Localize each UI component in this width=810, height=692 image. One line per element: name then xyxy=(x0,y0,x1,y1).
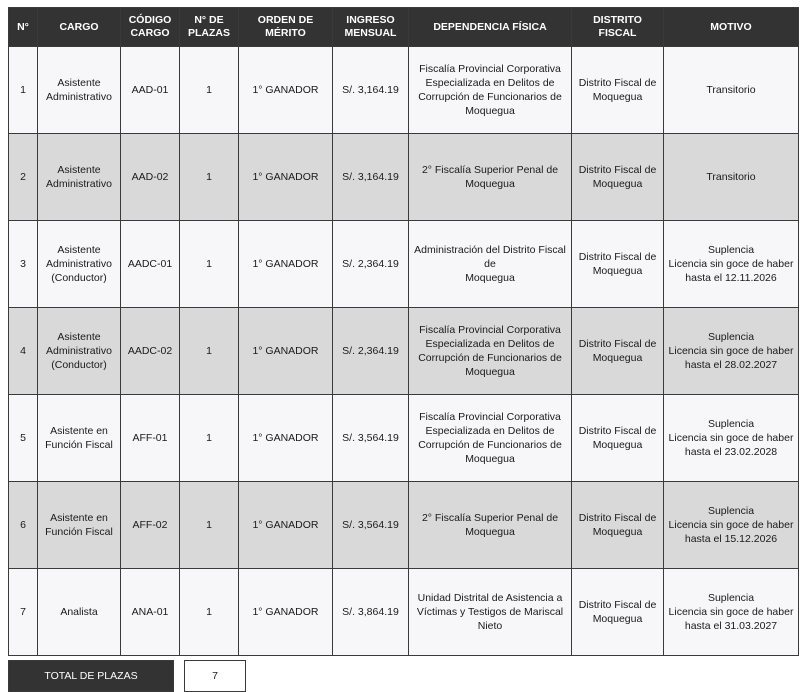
cell-number: 2 xyxy=(9,134,38,221)
cell-cargo-line: Administrativo xyxy=(46,91,112,103)
header-ingreso-line: MENSUAL xyxy=(344,27,397,39)
cell-ingreso: S/. 2,364.19 xyxy=(333,308,409,395)
cell-dependencia-line: Especializada en Delitos de xyxy=(425,425,555,437)
cell-cargo-line: Función Fiscal xyxy=(45,526,113,538)
cell-dependencia-line: Nieto xyxy=(477,620,503,632)
cell-cargo xyxy=(38,221,121,308)
cell-codigo: AFF-02 xyxy=(121,482,180,569)
cell-ingreso: S/. 3,564.19 xyxy=(333,482,409,569)
cell-distrito-line: Moquegua xyxy=(592,526,643,538)
header-n xyxy=(9,8,38,47)
cell-dependencia-line: Unidad Distrital de Asistencia a xyxy=(417,592,563,604)
cell-dependencia-line: 2° Fiscalía Superior Penal de xyxy=(421,512,559,524)
cell-codigo: ANA-01 xyxy=(121,569,180,656)
cell-dependencia-line: Corrupción de Funcionarios de xyxy=(418,91,562,103)
plazas-table xyxy=(8,7,799,656)
cell-distrito xyxy=(572,569,664,656)
header-n-line: N° xyxy=(17,20,29,33)
cell-number: 5 xyxy=(9,395,38,482)
cell-orden-merito: 1° GANADOR xyxy=(239,395,333,482)
cell-distrito-line: Distrito Fiscal de xyxy=(578,599,657,611)
cell-distrito-line: Moquegua xyxy=(592,352,643,364)
header-distrito-line: DISTRITO FISCAL xyxy=(593,14,642,39)
cell-orden-merito: 1° GANADOR xyxy=(239,308,333,395)
total-table xyxy=(8,660,246,692)
cell-number: 3 xyxy=(9,221,38,308)
cell-motivo-line: Transitorio xyxy=(706,171,756,183)
cell-distrito-line: Distrito Fiscal de xyxy=(578,425,657,437)
cell-dependencia-line: Fiscalía Provincial Corporativa xyxy=(419,411,561,423)
cell-cargo-line: (Conductor) xyxy=(51,272,107,284)
cell-cargo-line: (Conductor) xyxy=(51,359,107,371)
header-ingreso xyxy=(333,8,409,47)
header-orden-line: MÉRITO xyxy=(265,27,306,39)
cell-distrito-line: Distrito Fiscal de xyxy=(578,164,657,176)
header-distrito xyxy=(572,8,664,47)
cell-cargo-line: Asistente xyxy=(57,77,101,89)
cell-plazas: 1 xyxy=(180,482,239,569)
cell-distrito-line: Moquegua xyxy=(592,439,643,451)
header-plazas-line: PLAZAS xyxy=(188,27,230,39)
cell-dependencia-line: Administración del Distrito Fiscal de xyxy=(414,244,566,270)
cell-dependencia-line: Moquegua xyxy=(465,105,515,117)
header-motivo xyxy=(664,8,799,47)
table-row xyxy=(9,395,799,482)
cell-cargo-line: Asistente xyxy=(57,331,101,343)
cell-motivo xyxy=(664,569,799,656)
cell-cargo xyxy=(38,47,121,134)
cell-ingreso: S/. 3,864.19 xyxy=(333,569,409,656)
cell-orden-merito: 1° GANADOR xyxy=(239,569,333,656)
cell-cargo-line: Analista xyxy=(60,606,98,618)
cell-distrito-line: Moquegua xyxy=(592,91,643,103)
cell-number: 7 xyxy=(9,569,38,656)
cell-codigo: AADC-02 xyxy=(121,308,180,395)
cell-distrito-line: Moquegua xyxy=(592,265,643,277)
cell-dependencia xyxy=(409,395,572,482)
cell-cargo-line: Asistente en xyxy=(50,425,108,437)
cell-dependencia xyxy=(409,308,572,395)
cell-motivo xyxy=(664,395,799,482)
cell-dependencia-line: Fiscalía Provincial Corporativa xyxy=(419,63,561,75)
cell-cargo-line: Asistente xyxy=(57,164,101,176)
cell-dependencia-line: Moquegua xyxy=(465,178,515,190)
cell-dependencia xyxy=(409,221,572,308)
table-row xyxy=(9,134,799,221)
cell-plazas: 1 xyxy=(180,221,239,308)
cell-dependencia xyxy=(409,569,572,656)
cell-codigo: AAD-01 xyxy=(121,47,180,134)
cell-distrito-line: Moquegua xyxy=(592,178,643,190)
cell-motivo-line: Licencia sin goce de haber xyxy=(668,258,794,270)
cell-motivo-line: hasta el 23.02.2028 xyxy=(684,446,778,458)
header-cargo-line: CARGO xyxy=(59,20,99,33)
cell-cargo-line: Asistente en xyxy=(50,512,108,524)
cell-codigo: AAD-02 xyxy=(121,134,180,221)
cell-number: 4 xyxy=(9,308,38,395)
cell-motivo-line: Suplencia xyxy=(707,505,755,517)
cell-orden-merito: 1° GANADOR xyxy=(239,134,333,221)
cell-motivo-line: Suplencia xyxy=(707,418,755,430)
cell-cargo-line: Administrativo xyxy=(46,345,112,357)
cell-motivo-line: Licencia sin goce de haber xyxy=(668,606,794,618)
cell-codigo: AADC-01 xyxy=(121,221,180,308)
table-row xyxy=(9,482,799,569)
cell-distrito xyxy=(572,221,664,308)
cell-dependencia xyxy=(409,134,572,221)
table-row xyxy=(9,47,799,134)
cell-distrito-line: Moquegua xyxy=(592,613,643,625)
cell-plazas: 1 xyxy=(180,47,239,134)
total-value: 7 xyxy=(185,661,246,692)
cell-dependencia-line: Víctimas y Testigos de Mariscal xyxy=(416,606,564,618)
cell-motivo-line: Suplencia xyxy=(707,331,755,343)
cell-dependencia xyxy=(409,47,572,134)
cell-ingreso: S/. 3,164.19 xyxy=(333,47,409,134)
cell-motivo-line: Suplencia xyxy=(707,592,755,604)
cell-distrito xyxy=(572,308,664,395)
cell-motivo xyxy=(664,47,799,134)
cell-ingreso: S/. 3,564.19 xyxy=(333,395,409,482)
table-header-row xyxy=(9,8,799,47)
header-codigo-line: CÓDIGO xyxy=(128,14,172,26)
document-page xyxy=(8,7,799,692)
cell-plazas: 1 xyxy=(180,395,239,482)
cell-plazas: 1 xyxy=(180,134,239,221)
cell-dependencia-line: Moquegua xyxy=(465,272,515,284)
cell-cargo-line: Administrativo xyxy=(46,178,112,190)
header-motivo-line: MOTIVO xyxy=(710,20,752,33)
cell-cargo xyxy=(38,395,121,482)
cell-motivo xyxy=(664,134,799,221)
cell-distrito xyxy=(572,482,664,569)
header-plazas xyxy=(180,8,239,47)
cell-orden-merito: 1° GANADOR xyxy=(239,221,333,308)
cell-motivo-line: hasta el 28.02.2027 xyxy=(684,359,778,371)
cell-dependencia-line: Corrupción de Funcionarios de xyxy=(418,352,562,364)
header-dependencia-line: DEPENDENCIA FÍSICA xyxy=(433,20,547,33)
cell-dependencia-line: Especializada en Delitos de xyxy=(425,338,555,350)
cell-cargo xyxy=(38,569,121,656)
cell-orden-merito: 1° GANADOR xyxy=(239,482,333,569)
header-orden-line: ORDEN DE xyxy=(257,14,314,26)
cell-cargo xyxy=(38,134,121,221)
cell-plazas: 1 xyxy=(180,569,239,656)
cell-dependencia-line: Moquegua xyxy=(465,453,515,465)
cell-motivo-line: hasta el 31.03.2027 xyxy=(684,620,778,632)
header-dependencia xyxy=(409,8,572,47)
cell-cargo-line: Asistente xyxy=(57,244,101,256)
cell-dependencia xyxy=(409,482,572,569)
cell-dependencia-line: 2° Fiscalía Superior Penal de xyxy=(421,164,559,176)
cell-dependencia-line: Especializada en Delitos de xyxy=(425,77,555,89)
cell-motivo-line: hasta el 15.12.2026 xyxy=(684,533,778,545)
cell-cargo-line: Administrativo xyxy=(46,258,112,270)
header-codigo xyxy=(121,8,180,47)
total-label: TOTAL DE PLAZAS xyxy=(9,661,174,692)
total-row xyxy=(9,661,246,692)
cell-dependencia-line: Fiscalía Provincial Corporativa xyxy=(419,324,561,336)
cell-dependencia-line: Moquegua xyxy=(465,526,515,538)
cell-dependencia-line: Moquegua xyxy=(465,366,515,378)
header-plazas-line: N° DE xyxy=(194,14,224,26)
total-gap xyxy=(174,661,185,692)
cell-ingreso: S/. 3,164.19 xyxy=(333,134,409,221)
table-row xyxy=(9,308,799,395)
cell-dependencia-line: Corrupción de Funcionarios de xyxy=(418,439,562,451)
cell-motivo-line: Licencia sin goce de haber xyxy=(668,519,794,531)
cell-ingreso: S/. 2,364.19 xyxy=(333,221,409,308)
cell-number: 6 xyxy=(9,482,38,569)
cell-motivo-line: Transitorio xyxy=(706,84,756,96)
header-orden xyxy=(239,8,333,47)
cell-number: 1 xyxy=(9,47,38,134)
header-codigo-line: CARGO xyxy=(130,27,170,39)
cell-cargo xyxy=(38,308,121,395)
cell-distrito-line: Distrito Fiscal de xyxy=(578,251,657,263)
header-cargo xyxy=(38,8,121,47)
cell-motivo xyxy=(664,482,799,569)
table-row xyxy=(9,221,799,308)
cell-codigo: AFF-01 xyxy=(121,395,180,482)
cell-distrito xyxy=(572,47,664,134)
cell-motivo-line: Licencia sin goce de haber xyxy=(668,432,794,444)
cell-motivo-line: Suplencia xyxy=(707,244,755,256)
cell-motivo-line: Licencia sin goce de haber xyxy=(668,345,794,357)
cell-motivo-line: hasta el 12.11.2026 xyxy=(685,272,777,284)
cell-distrito-line: Distrito Fiscal de xyxy=(578,338,657,350)
cell-distrito-line: Distrito Fiscal de xyxy=(578,512,657,524)
header-ingreso-line: INGRESO xyxy=(346,14,395,26)
cell-motivo xyxy=(664,308,799,395)
table-body xyxy=(9,47,799,656)
cell-orden-merito: 1° GANADOR xyxy=(239,47,333,134)
cell-cargo-line: Función Fiscal xyxy=(45,439,113,451)
cell-distrito xyxy=(572,395,664,482)
cell-distrito xyxy=(572,134,664,221)
cell-cargo xyxy=(38,482,121,569)
cell-motivo xyxy=(664,221,799,308)
cell-distrito-line: Distrito Fiscal de xyxy=(578,77,657,89)
table-row xyxy=(9,569,799,656)
cell-plazas: 1 xyxy=(180,308,239,395)
